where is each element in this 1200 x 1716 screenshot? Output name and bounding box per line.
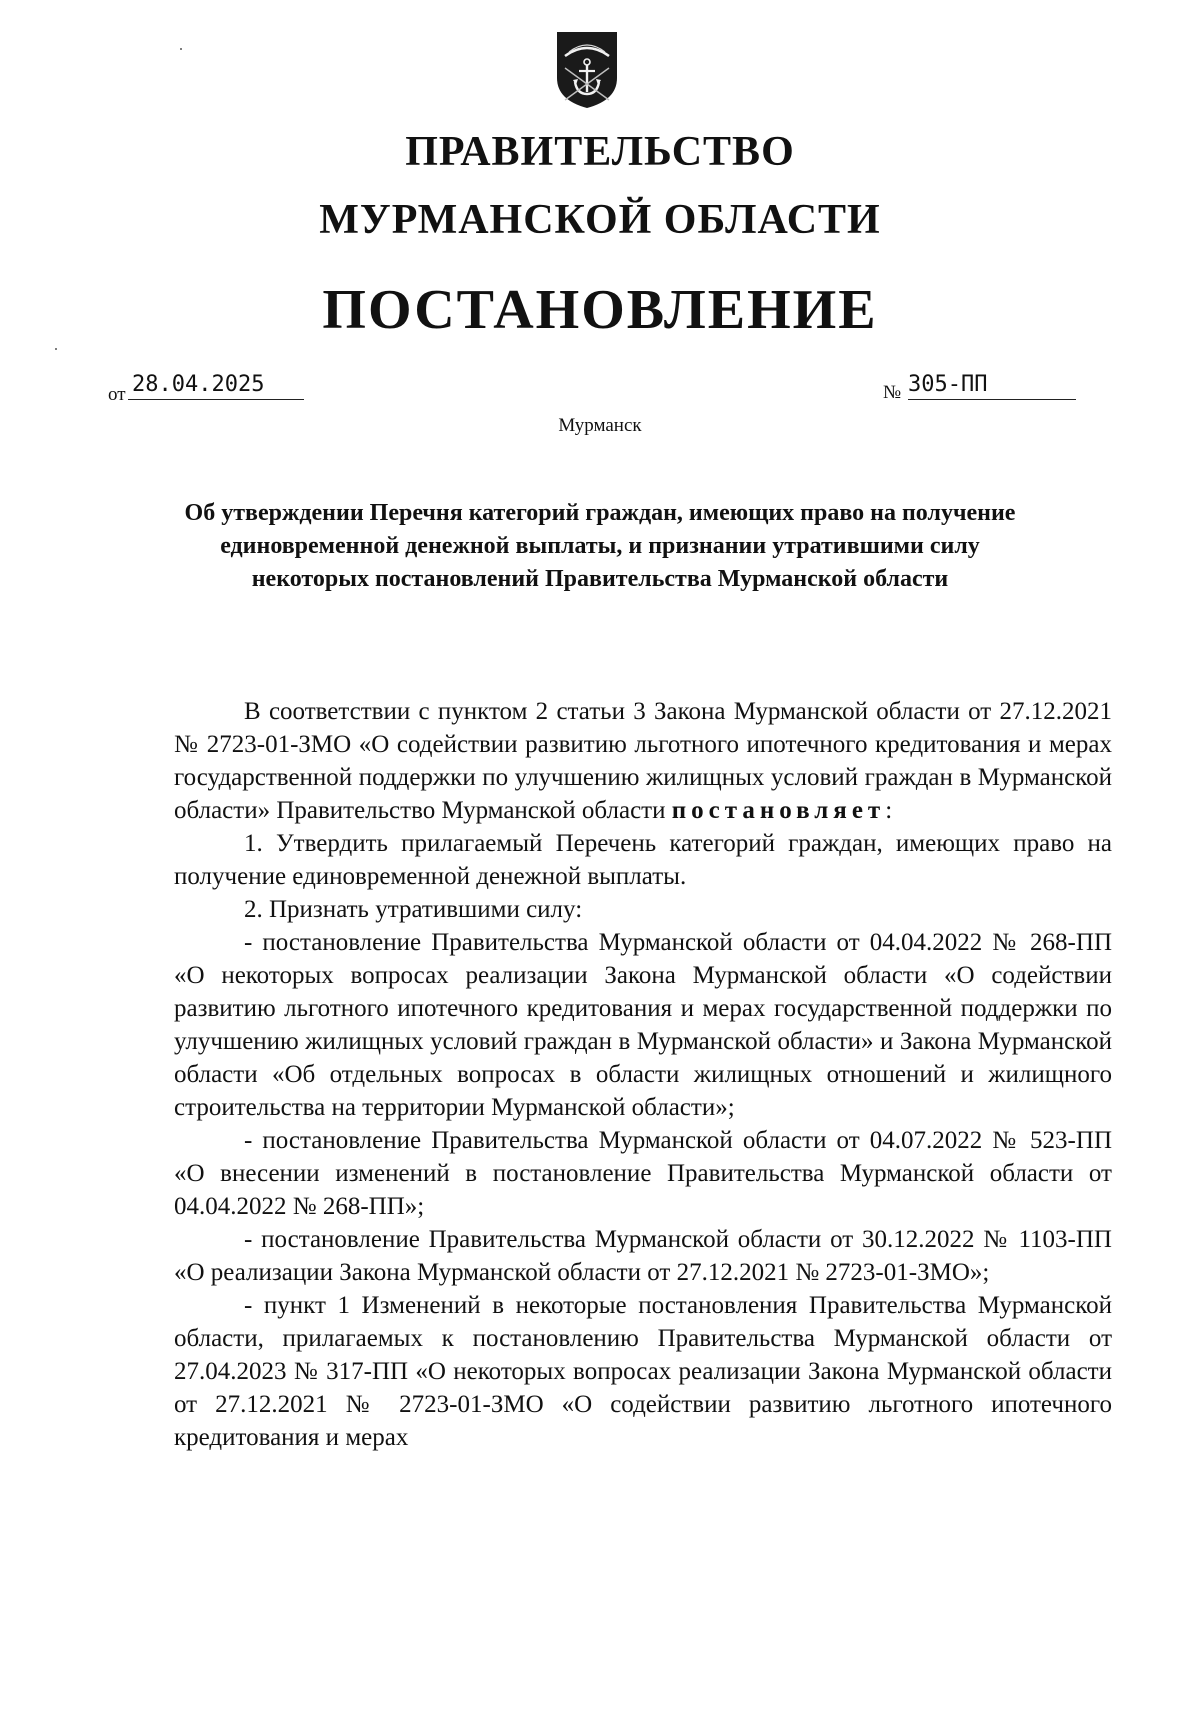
document-subject-title: Об утверждении Перечня категорий граждан, имеющих право на получение единовременной денежной выплаты, и признании утратившими силу некоторых постановлений Правительства Мурманской области [184, 500, 1016, 592]
repealed-act-3: - постановление Правительства Мурманской области от 30.12.2022 № 1103-ПП «О реализации Закона Мурманской области от 27.12.2021 № 2723-01-ЗМО»; [174, 1226, 1112, 1286]
number-prefix: № [883, 382, 902, 403]
repealed-act-1: - постановление Правительства Мурманской области от 04.04.2022 № 268-ПП «О некоторых вопросах реализации Закона Мурманской области «О содействии развитию льготного ипотечного кредитования и мерах государственной поддержки по улучшению жилищных условий граждан в Мурманской области» и Закона Мурманской области «Об отдельных вопросах в области жилищных отношений и жилищного строительства на территории Мурманской области»; [174, 929, 1112, 1121]
document-date: 28.04.2025 [128, 372, 304, 400]
item-2-paragraph: 2. Признать утратившими силу: [244, 896, 583, 923]
item-1-paragraph: 1. Утвердить прилагаемый Перечень категорий граждан, имеющих право на получение единовременной денежной выплаты. [174, 830, 1112, 890]
organization-name-line1: ПРАВИТЕЛЬСТВО [405, 129, 795, 175]
preamble-text: В соответствии с пунктом 2 статьи 3 Закона Мурманской области от 27.12.2021 № 2723-01-ЗМО «О содействии развитию льготного ипотечного кредитования и мерах государственной поддержки по улучшению жилищных условий граждан в Мурманской области» Правительство Мурманской области [174, 698, 1112, 824]
document-body [174, 695, 1112, 1454]
scan-speck [180, 48, 182, 50]
organization-name-line2: МУРМАНСКОЙ ОБЛАСТИ [319, 197, 881, 243]
preamble-paragraph [174, 695, 1112, 827]
document-type-title: ПОСТАНОВЛЕНИЕ [322, 279, 878, 341]
decree-word: постановляет [671, 797, 886, 824]
scan-speck [55, 348, 57, 350]
document-number: 305-ПП [908, 372, 1076, 400]
preamble-colon: : [885, 797, 893, 824]
repealed-act-2: - постановление Правительства Мурманской области от 04.07.2022 № 523-ПП «О внесении изменений в постановление Правительства Мурманской области от 04.04.2022 № 268-ПП»; [174, 1127, 1112, 1220]
issue-city: Мурманск [558, 415, 642, 436]
repealed-act-4: - пункт 1 Изменений в некоторые постановления Правительства Мурманской области, прилагаемых к постановлению Правительства Мурманской области от 27.04.2023 № 317-ПП «О некоторых вопросах реализации Закона Мурманской области от 27.12.2021 № 2723-01-ЗМО «О содействии развитию льготного ипотечного кредитования и мерах [174, 1292, 1112, 1451]
murmansk-coat-of-arms-icon [555, 30, 619, 110]
date-prefix: от [108, 384, 126, 405]
date-number-row [0, 372, 1200, 412]
